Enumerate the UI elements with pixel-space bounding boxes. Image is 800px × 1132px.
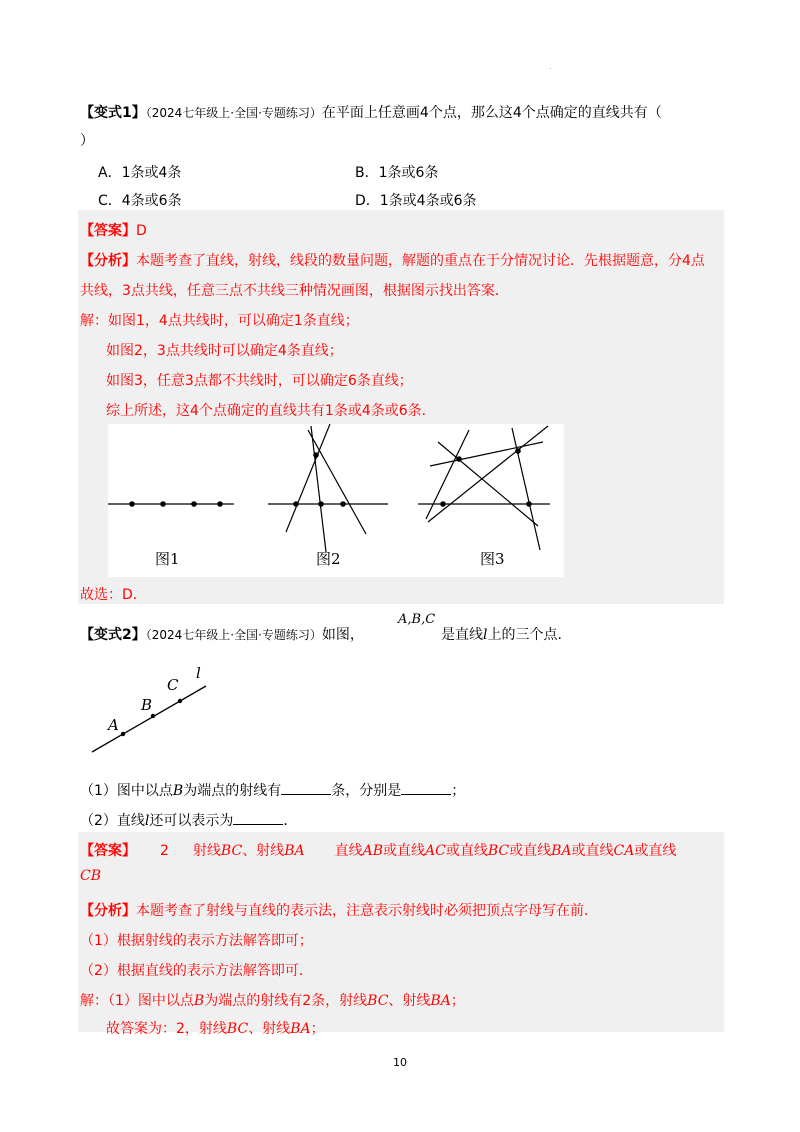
v1-final: 故选：D． [80, 587, 147, 603]
v2-sol-var: B [193, 993, 205, 1009]
v2-q1-mid2: 条，分别是 [331, 783, 402, 799]
v1-tag: 【变式1】 [80, 105, 146, 121]
v1-solution-4: 综上所述，这4个点确定的直线共有1条或4条或6条． [106, 403, 436, 419]
v1-question-line1 [80, 102, 662, 122]
v1-solution-3: 如图3，任意3点都不共线时，可以确定6条直线； [106, 373, 413, 389]
v2-q2-end: ． [283, 813, 298, 829]
v1-option-c: C．4条或6条 [98, 193, 182, 209]
v2-ans-ray-var-1: BC [220, 843, 243, 859]
v1-question-a: 在平面上任意画4个点，那么这4个点确定的直线共有（ [321, 105, 662, 121]
v2-question-post: 是直线 [441, 627, 483, 643]
v2-solution-2 [106, 1018, 325, 1038]
v2-question-line [80, 624, 364, 644]
v2-answer-line2: CB [80, 868, 101, 884]
v2-analysis-2: （2）根据直线的表示方法解答即可． [80, 963, 313, 979]
v2-analysis-1: （1）根据射线的表示方法解答即可； [80, 933, 313, 949]
v2-q1 [80, 780, 465, 800]
v2-sol2-end: ； [310, 1021, 325, 1037]
v1-solution-2: 如图2，3点共线时可以确定4条直线； [106, 343, 343, 359]
v1-analysis-line1 [80, 250, 705, 270]
v2-ans-line-var-2: AC [425, 843, 446, 859]
figure-2-label: 图2 [316, 550, 341, 568]
top-dot: . [549, 62, 552, 71]
v2-ans-line-var-5: CA [613, 843, 635, 859]
v2-q1-end: ； [451, 783, 466, 799]
v2-question-rest [441, 624, 571, 644]
v2-sol-mid: 为端点的射线有2条，射线 [204, 993, 368, 1009]
v1-analysis-tag: 【分析】 [80, 253, 136, 269]
v2-sol-sep: 、射线 [388, 993, 431, 1009]
v2-solution-1 [80, 990, 465, 1010]
v2-q2 [80, 810, 297, 830]
v1-figures-panel [108, 424, 564, 577]
v2-analysis-tag: 【分析】 [80, 903, 136, 919]
v2-tag: 【变式2】 [80, 627, 146, 643]
v2-label-a: A [108, 716, 119, 734]
v2-label-c: C [167, 676, 179, 694]
v1-source: （2024七年级上·全国·专题练习） [145, 106, 322, 120]
v2-line-diagram [80, 660, 220, 760]
v2-ans-ray-var-2: BA [284, 843, 305, 859]
v2-label-b: B [141, 696, 153, 714]
v2-ans-line-word-3: 或直线 [445, 843, 488, 859]
v2-q1-mid: 为端点的射线有 [183, 783, 282, 799]
v2-ans-ray-word-1: 射线 [192, 843, 221, 859]
v2-ans-line-word-6: 或直线 [634, 843, 677, 859]
figure-3-label: 图3 [480, 550, 505, 568]
v2-q2-mid: 还可以表示为 [149, 813, 234, 829]
v2-q2-pre: （2）直线 [80, 813, 145, 829]
v2-q2-blank [233, 810, 283, 825]
v2-ans-line-word-1: 直线 [334, 843, 363, 859]
v2-ans-line-var-1: AB [362, 843, 383, 859]
v1-question-line2: ） [80, 133, 94, 149]
v2-analysis-text: 本题考查了射线与直线的表示法，注意表示射线时必须把顶点字母写在前． [136, 903, 598, 919]
figure-1-label: 图1 [155, 550, 180, 568]
v2-label-l: l [196, 664, 201, 682]
v2-sol2-pre: 故答案为：2，射线 [106, 1021, 227, 1037]
v1-solution-1: 解：如图1，4点共线时，可以确定1条直线； [80, 313, 359, 329]
v1-option-b: B．1条或6条 [355, 165, 439, 181]
v1-answer-value: D [136, 223, 147, 239]
v2-question-pre: 如图， [321, 627, 364, 643]
figure-1 [108, 502, 234, 506]
v1-answer-line [80, 220, 147, 240]
v1-analysis-line2: 共线，3点共线，任意三点不共线三种情况画图，根据图示找出答案． [80, 283, 509, 299]
v2-sol-r1: BC [367, 993, 389, 1009]
v2-ans-line-word-5: 或直线 [571, 843, 614, 859]
v2-sol2-r1: BC [226, 1021, 249, 1037]
v2-sol2-sep: 、射线 [248, 1021, 291, 1037]
v2-question-end: 上的三个点． [487, 627, 572, 643]
v2-q2-var: l [144, 813, 150, 829]
v2-q1-pre: （1）图中以点 [80, 783, 173, 799]
v2-points-expr: A,B,C [398, 612, 436, 627]
v1-answer-tag: 【答案】 [80, 223, 136, 239]
v1-analysis-a: 本题考查了直线，射线，线段的数量问题，解题的重点在于分情况讨论．先根据题意，分4点 [136, 253, 705, 269]
v1-option-d: D．1条或4条或6条 [355, 193, 477, 209]
v2-answer-line1 [80, 840, 676, 860]
v1-option-a: A．1条或4条 [98, 165, 182, 181]
v2-q1-var: B [172, 783, 184, 799]
v2-q1-blank1 [281, 780, 331, 795]
v2-ans-line-word-4: 或直线 [509, 843, 552, 859]
v2-sol-end: ； [450, 993, 465, 1009]
v2-sol-pre: 解：（1）图中以点 [80, 993, 194, 1009]
v2-ans-line-var-4: BA [551, 843, 572, 859]
v2-line-var: l [483, 627, 488, 643]
figure-2 [268, 424, 388, 552]
v2-answer-tag: 【答案】 [80, 843, 136, 859]
v2-sol-r2: BA [430, 993, 451, 1009]
v2-analysis-line [80, 900, 598, 920]
v2-ans-line-word-2: 或直线 [383, 843, 425, 859]
v2-source: （2024七年级上·全国·专题练习） [145, 628, 322, 642]
page-number: 10 [393, 1056, 407, 1069]
figure-3 [418, 426, 550, 550]
v2-q1-blank2 [401, 780, 451, 795]
v2-ans-ray-word-2: 、射线 [242, 843, 285, 859]
v2-sol2-r2: BA [290, 1021, 311, 1037]
v2-ans-count: 2 [160, 843, 169, 859]
v2-ans-line-var-3: BC [487, 843, 510, 859]
